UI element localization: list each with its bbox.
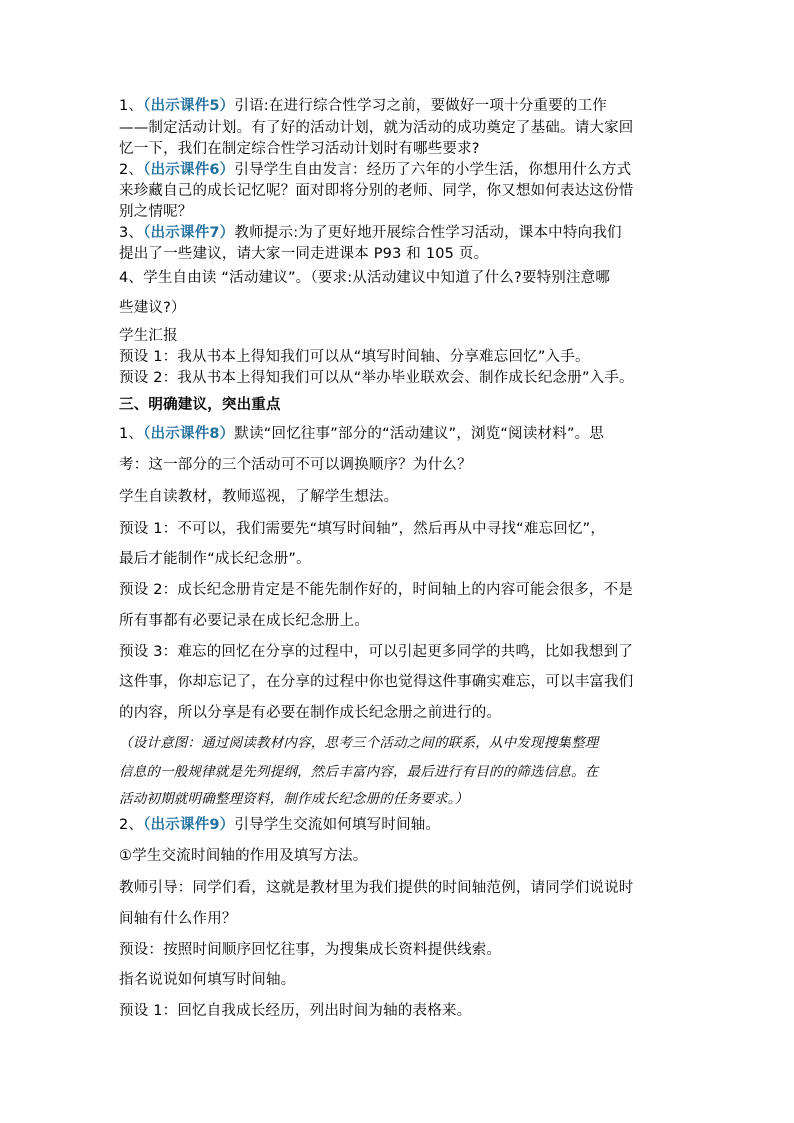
text-line: 别之情呢？ — [119, 204, 193, 220]
text-line: 3、（出示课件7）教师提示:为了更好地开展综合性学习活动，课本中特向我们 — [119, 225, 622, 241]
courseware-tag: （出示课件7） — [143, 225, 235, 241]
text-line: 学生自读教材，教师巡视，了解学生想法。 — [119, 489, 399, 505]
text-line: ——制定活动计划。有了好的活动计划，就为活动的成功奠定了基础。请大家回 — [119, 120, 634, 136]
text-line: 教师引导：同学们看，这就是教材里为我们提供的时间轴范例，请同学们说说时 — [119, 880, 634, 896]
courseware-tag: （出示课件8） — [143, 426, 235, 442]
text-line: 预设 2：成长纪念册肯定是不能先制作好的，时间轴上的内容可能会很多，不是 — [119, 582, 634, 598]
text-line: 学生汇报 — [119, 328, 178, 344]
text-line: 考：这一部分的三个活动可不可以调换顺序？为什么？ — [119, 457, 472, 473]
text-line: 2、（出示课件6）引导学生自由发言：经历了六年的小学生活，你想用什么方式 — [119, 162, 632, 178]
design-note-line: （设计意图：通过阅读教材内容，思考三个活动之间的联系，从中发现搜集整理 — [119, 735, 599, 751]
text-line: 指名说说如何填写时间轴。 — [119, 972, 296, 988]
text-line: 2、（出示课件9）引导学生交流如何填写时间轴。 — [119, 817, 441, 833]
text-line: 所有事都有必要记录在成长纪念册上。 — [119, 613, 369, 629]
text-line: 预设 1：不可以，我们需要先“填写时间轴”，然后再从中寻找“难忘回忆”， — [119, 521, 606, 537]
text-line: 提出了一些建议，请大家一同走进课本 P93 和 105 页。 — [119, 246, 489, 262]
text-line: 预设 1：我从书本上得知我们可以从“填写时间轴、分享难忘回忆”入手。 — [119, 349, 590, 365]
text-line: 的内容，所以分享是有必要在制作成长纪念册之前进行的。 — [119, 705, 502, 721]
courseware-tag: （出示课件9） — [143, 817, 235, 833]
text-line: 最后才能制作“成长纪念册”。 — [119, 551, 311, 567]
design-note-line: 信息的一般规律就是先列提纲，然后丰富内容，最后进行有目的的筛选信息。在 — [119, 764, 599, 780]
text-line: 1、（出示课件8）默读“回忆往事”部分的“活动建议”，浏览“阅读材料”。思 — [119, 426, 605, 442]
text-line: 预设：按照时间顺序回忆往事，为搜集成长资料提供线索。 — [119, 942, 502, 958]
text-line: 间轴有什么作用？ — [119, 911, 237, 927]
text-line: 预设 1：回忆自我成长经历，列出时间为轴的表格来。 — [119, 1003, 472, 1019]
text-line: 忆一下，我们在制定综合性学习活动计划时有哪些要求? — [119, 141, 480, 157]
text-line: 来珍藏自己的成长记忆呢？面对即将分别的老师、同学，你又想如何表达这份惜 — [119, 183, 634, 199]
text-line: 预设 3：难忘的回忆在分享的过程中，可以引起更多同学的共鸣，比如我想到了 — [119, 644, 634, 660]
text-line: 4、学生自由读 “活动建议”。（要求:从活动建议中知道了什么?要特别注意哪 — [119, 270, 611, 286]
text-line: 1、（出示课件5）引语:在进行综合性学习之前，要做好一项十分重要的工作 — [119, 98, 607, 114]
text-line: 预设 2：我从书本上得知我们可以从“举办毕业联欢会、制作成长纪念册”入手。 — [119, 370, 634, 386]
courseware-tag: （出示课件5） — [143, 98, 235, 114]
text-line: 些建议?） — [119, 300, 186, 316]
text-line: 这件事，你却忘记了，在分享的过程中你也觉得这件事确实难忘，可以丰富我们 — [119, 674, 634, 690]
design-note-line: 活动初期就明确整理资料，制作成长纪念册的任务要求。） — [119, 791, 469, 807]
courseware-tag: （出示课件6） — [143, 162, 235, 178]
text-line: ①学生交流时间轴的作用及填写方法。 — [119, 848, 368, 864]
section-heading: 三、明确建议，突出重点 — [119, 397, 281, 413]
